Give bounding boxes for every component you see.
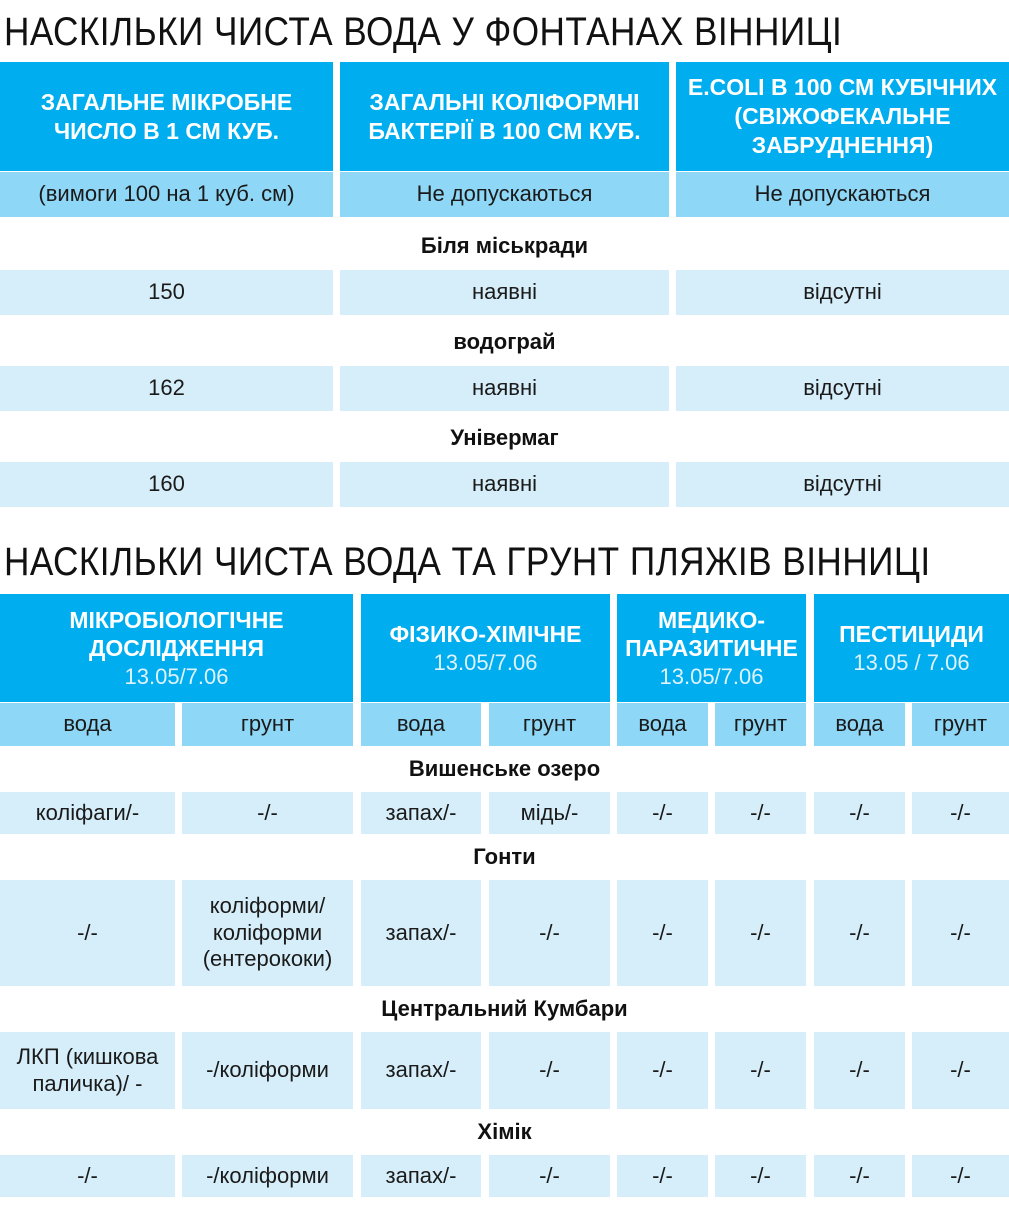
table-cell: -/- (489, 1032, 610, 1109)
group-date: 13.05/7.06 (659, 664, 764, 689)
fountains-title: НАСКІЛЬКИ ЧИСТА ВОДА У ФОНТАНАХ ВІННИЦІ (4, 10, 843, 54)
table-cell: -/- (715, 1155, 806, 1197)
table-cell: -/- (617, 792, 708, 834)
table-cell: -/- (0, 880, 175, 986)
fountain-location-label: Біля міськради (420, 232, 589, 258)
table-cell: -/- (814, 1032, 905, 1109)
table-cell: -/- (715, 880, 806, 986)
table-cell: запах/- (361, 792, 481, 834)
table-cell: -/- (617, 1032, 708, 1109)
subheader-soil: грунт (912, 703, 1009, 746)
table-cell: -/- (814, 880, 905, 986)
beaches-header-parasitic (617, 594, 806, 702)
fountain-location-label: водограй (453, 328, 556, 354)
table-cell: -/- (814, 1155, 905, 1197)
beach-location-label: Вишенське озеро (408, 755, 601, 781)
beach-location-label: Гонти (473, 843, 536, 869)
group-label: ФІЗИКО-ХІМІЧНЕ (389, 620, 582, 647)
table-cell: запах/- (361, 1155, 481, 1197)
fountain-location-label: Універмаг (450, 424, 559, 450)
table-cell: запах/- (361, 1032, 481, 1109)
table-cell: 150 (0, 270, 333, 315)
group-date: 13.05 / 7.06 (853, 649, 970, 675)
table-cell: відсутні (676, 270, 1009, 315)
beach-location-label: Хімік (477, 1118, 532, 1144)
table-cell: коліфаги/- (0, 792, 175, 834)
table-cell: відсутні (676, 366, 1009, 411)
table-cell: ЛКП (кишкова паличка)/ - (0, 1032, 175, 1109)
beaches-header-microbiological (0, 594, 353, 702)
table-cell: наявні (340, 366, 669, 411)
subheader-water: вода (0, 703, 175, 746)
beaches-header-pesticides (814, 594, 1009, 702)
table-cell: 162 (0, 366, 333, 411)
fountains-header-microbial: ЗАГАЛЬНЕ МІКРОБНЕ ЧИСЛО В 1 СМ КУБ. (0, 62, 333, 171)
table-cell: мідь/- (489, 792, 610, 834)
table-cell: -/- (912, 1155, 1009, 1197)
table-cell: -/- (0, 1155, 175, 1197)
fountains-requirement: Не допускаються (676, 172, 1009, 217)
table-cell: -/- (182, 792, 353, 834)
table-cell: -/- (617, 880, 708, 986)
table-cell: -/- (715, 792, 806, 834)
subheader-soil: грунт (715, 703, 806, 746)
group-date: 13.05/7.06 (124, 664, 229, 689)
table-cell: -/- (617, 1155, 708, 1197)
fountains-header-ecoli: E.COLI В 100 СМ КУБІЧНИХ (СВІЖОФЕКАЛЬНЕ ЗАБРУДНЕННЯ) (676, 62, 1009, 171)
table-cell: -/коліформи (182, 1155, 353, 1197)
table-cell: -/- (489, 880, 610, 986)
beaches-title: НАСКІЛЬКИ ЧИСТА ВОДА ТА ГРУНТ ПЛЯЖІВ ВІННИЦІ (4, 540, 931, 584)
table-cell: -/- (912, 1032, 1009, 1109)
table-cell: -/- (489, 1155, 610, 1197)
subheader-water: вода (617, 703, 708, 746)
group-label: МЕДИКО-ПАРАЗИТИЧНЕ (625, 606, 798, 662)
table-cell: наявні (340, 462, 669, 507)
group-label: ПЕСТИЦИДИ (839, 620, 984, 647)
table-cell: -/- (814, 792, 905, 834)
beach-location-label: Центральний Кумбари (381, 995, 628, 1021)
table-cell: наявні (340, 270, 669, 315)
table-cell: -/коліформи (182, 1032, 353, 1109)
fountains-header-coliform: ЗАГАЛЬНІ КОЛІФОРМНІ БАКТЕРІЇ В 100 СМ КУБ. (340, 62, 669, 171)
table-cell: відсутні (676, 462, 1009, 507)
table-cell: -/- (912, 880, 1009, 986)
subheader-soil: грунт (489, 703, 610, 746)
group-date: 13.05/7.06 (433, 649, 538, 675)
fountains-requirement: (вимоги 100 на 1 куб. см) (0, 172, 333, 217)
subheader-water: вода (361, 703, 481, 746)
subheader-water: вода (814, 703, 905, 746)
table-cell: -/- (912, 792, 1009, 834)
table-cell: 160 (0, 462, 333, 507)
subheader-soil: грунт (182, 703, 353, 746)
beaches-header-physico-chemical (361, 594, 610, 702)
table-cell: запах/- (361, 880, 481, 986)
table-cell: -/- (715, 1032, 806, 1109)
table-cell: коліформи/ коліформи (ентерококи) (182, 880, 353, 986)
fountains-requirement: Не допускаються (340, 172, 669, 217)
group-label: МІКРОБІОЛОГІЧНЕ ДОСЛІДЖЕННЯ (69, 606, 284, 662)
